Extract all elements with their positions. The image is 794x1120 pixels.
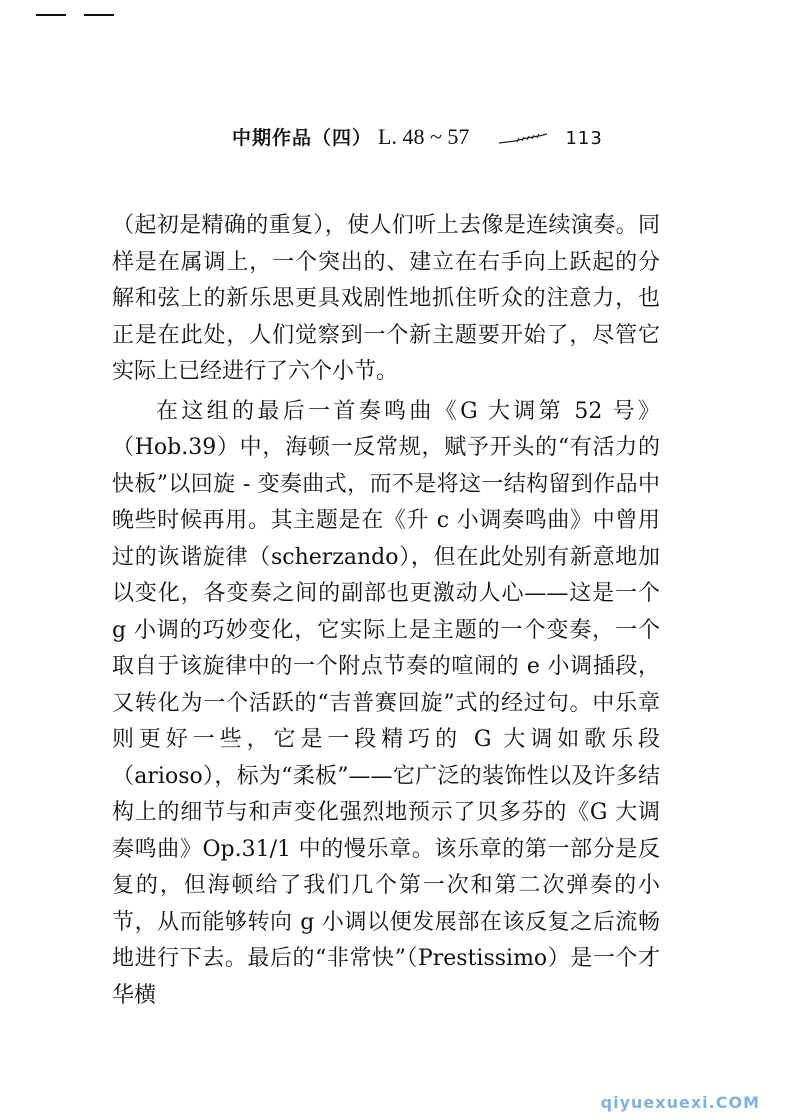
top-edge-marks [36,14,126,18]
paragraph: （起初是精确的重复），使人们听上去像是连续演奏。同样是在属调上，一个突出的、建立在右手向上跃起的分解和弦上的新乐思更具戏剧性地抓住听众的注意力，也正是在此处，人们觉察到一个新主题要开始了，尽管它实际上已经进行了六个小节。 [112,213,660,384]
running-head [232,122,652,152]
ornament-icon [497,133,549,145]
edge-dash [84,14,114,16]
edge-dash [36,14,66,16]
page-number: 113 [565,128,603,149]
site-watermark: qiyuexuexi.COM [600,1093,760,1112]
paragraph: 在这组的最后一首奏鸣曲《G 大调第 52 号》（Hob.39）中，海顿一反常规，赋予开头的“有活力的快板”以回旋 - 变奏曲式，而不是将这一结构留到作品中晚些时候再用。其主题是在《升 c 小调奏鸣曲》中曾用过的诙谐旋律（scherzando），但在此处别有新意地加以变化，各变奏之间的副部也更激动人心——这是一个 g 小调的巧妙变化，它实际上是主题的一个变奏，一个取自于该旋律中的一个附点节奏的喧闹的 e 小调插段，又转化为一个活跃的“吉普赛回旋”式的经过句。中乐章则更好一些，它是一段精巧的 G 大调如歌乐段（arioso），标为“柔板”——它广泛的装饰性以及许多结构上的细节与和声变化强烈地预示了贝多芬的《G 大调奏鸣曲》Op.31/1 中的慢乐章。该乐章的第一部分是反复的，但海顿给了我们几个第一次和第二次弹奏的小节，从而能够转向 g 小调以便发展部在该反复之后流畅地进行下去。最后的“非常快”（Prestissimo）是一个才华横 [112,398,660,1008]
body-text [112,208,660,1017]
chapter-range: L. 48 ~ 57 [378,124,470,149]
chapter-title: 中期作品（四） [232,127,373,149]
